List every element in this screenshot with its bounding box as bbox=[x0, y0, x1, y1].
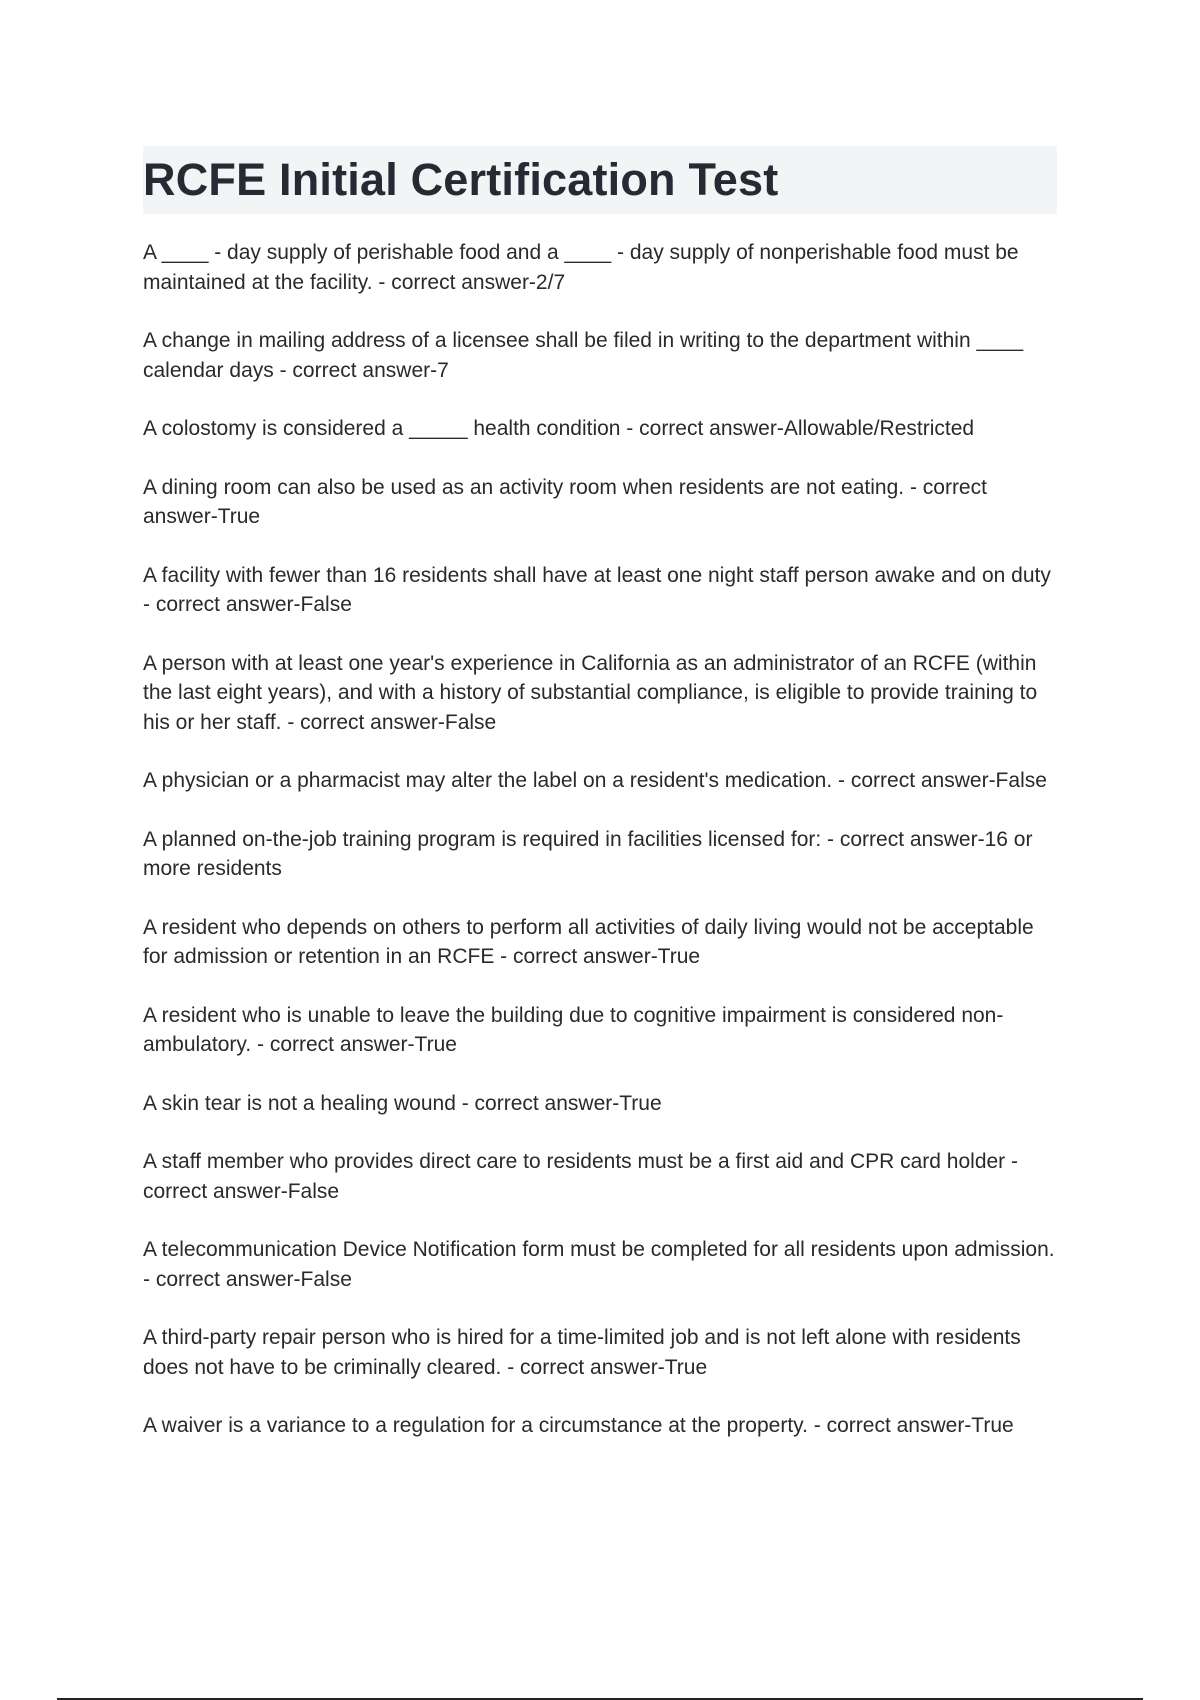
question-item: A colostomy is considered a _____ health condition - correct answer-Allowable/Restricted bbox=[143, 417, 975, 440]
page-title: RCFE Initial Certification Test bbox=[143, 154, 779, 205]
question-item: A resident who is unable to leave the building due to cognitive impairment is considered non-ambulatory. - correct answer-True bbox=[143, 1003, 1004, 1056]
question-item: A third-party repair person who is hired for a time-limited job and is not left alone with residents does not have to be criminally cleared. - correct answer-True bbox=[143, 1326, 1021, 1379]
question-item: A telecommunication Device Notification form must be completed for all residents upon admission. - correct answer-False bbox=[143, 1238, 1055, 1291]
question-item: A physician or a pharmacist may alter the label on a resident's medication. - correct answer-False bbox=[143, 769, 1047, 792]
question-item: A skin tear is not a healing wound - correct answer-True bbox=[143, 1091, 662, 1115]
question-item: A resident who depends on others to perform all activities of daily living would not be acceptable for admission or retention in an RCFE - correct answer-True bbox=[143, 915, 1034, 968]
question-item: A waiver is a variance to a regulation for a circumstance at the property. - correct answer-True bbox=[143, 1414, 1014, 1437]
question-item: A staff member who provides direct care to residents must be a first aid and CPR card holder - correct answer-False bbox=[143, 1150, 1019, 1203]
question-item: A dining room can also be used as an activity room when residents are not eating. - correct answer-True bbox=[143, 475, 987, 528]
question-item: A facility with fewer than 16 residents shall have at least one night staff person awake and on duty - correct answer-False bbox=[143, 563, 1051, 616]
question-item: A change in mailing address of a licensee shall be filed in writing to the department within ____ calendar days - correct answer-7 bbox=[143, 329, 1024, 382]
question-item: A ____ - day supply of perishable food and a ____ - day supply of nonperishable food must be maintained at the facility. - correct answer-2/7 bbox=[143, 241, 1019, 294]
question-item: A planned on-the-job training program is required in facilities licensed for: - correct answer-16 or more residents bbox=[143, 827, 1033, 880]
question-item: A person with at least one year's experience in California as an administrator of an RCFE (within the last eight years), and with a history of substantial compliance, is eligible to provide training to his or her staff. - correct answer-False bbox=[143, 651, 1038, 734]
question-list bbox=[143, 238, 1063, 1470]
